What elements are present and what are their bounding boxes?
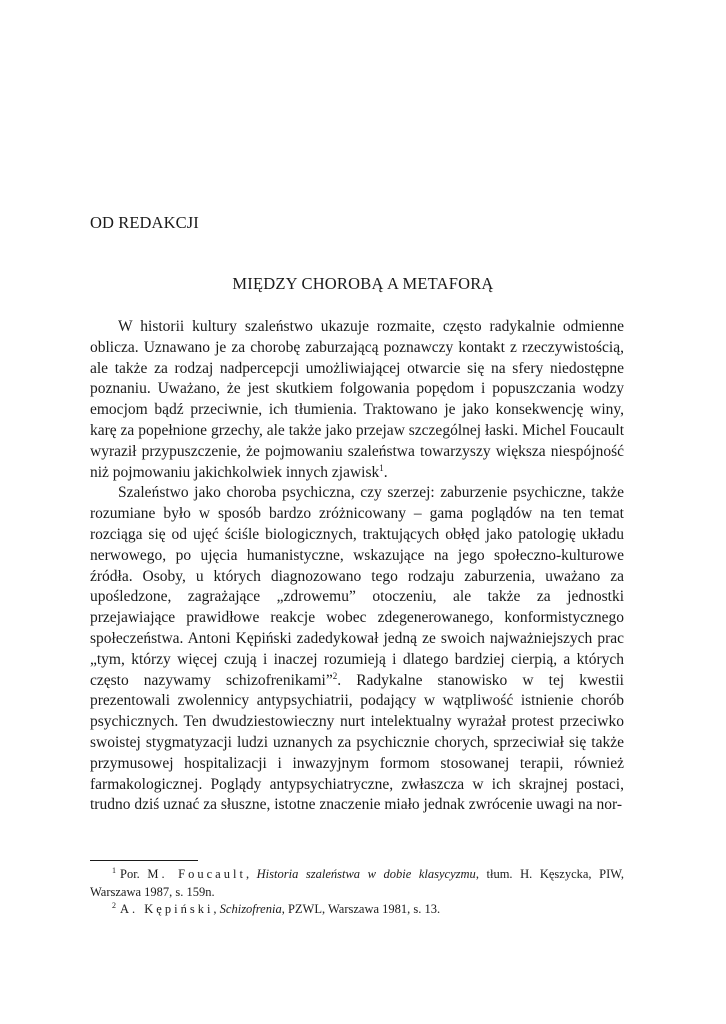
footnote-2-number: 2 — [112, 901, 116, 910]
footnote-1-sep: , — [245, 867, 257, 881]
footnote-2-work: Schizofrenia — [219, 902, 282, 916]
footnote-ref-1: 1 — [379, 462, 384, 473]
footnote-2-rest: , PZWL, Warszawa 1981, s. 13. — [281, 902, 441, 916]
paragraph-1 — [90, 317, 624, 483]
body-text — [90, 317, 624, 816]
footnote-divider — [90, 860, 198, 861]
footnote-2-sep: , — [213, 902, 220, 916]
footnote-ref-2: 2 — [332, 670, 338, 681]
footnotes — [90, 866, 624, 919]
footnote-2 — [90, 901, 624, 919]
paragraph-2-end: . Radykalne stanowisko w tej kwestii prezentowali zwolennicy antypsychiatrii, podający w wątpliwość istnienie chorób psychicznych. Ten dwudziestowieczny nurt intelektualny wyrażał protest przeciwko swoistej stygmatyzacji ludzi uznanych za psychicznie chorych, sprzeciwiał się także przymusowej hospitalizacji i inwazyjnym formom stosowanej terapii, również farmakologicznej. Poglądy antypsychiatryczne, zwłaszcza w ich skrajnej postaci, trudno dziś uznać za słuszne, istotne znaczenie miało jednak zwrócenie uwagi na nor- — [90, 671, 624, 814]
footnote-1-work: Historia szaleństwa w dobie klasycyzmu — [256, 867, 476, 881]
footnote-1-number: 1 — [112, 866, 116, 875]
article-title: MIĘDZY CHOROBĄ A METAFORĄ — [232, 274, 494, 293]
paragraph-2 — [90, 483, 624, 816]
paragraph-1-text: W historii kultury szaleństwo ukazuje rozmaite, często radykalnie odmienne oblicza. Uznawano je za chorobę zaburzającą poznawczy kontakt z rzeczywistością, ale także za rodzaj nadpercepcji umożliwiającej otwarcie się na sfery niedostępne poznaniu. Uważano, że jest skutkiem folgowania popędom i popuszczania wodzy emocjom bądź przeciwnie, ich tłumienia. Traktowano je jako konsekwencję winy, karę za popełnione grzechy, ale także jako przejaw szczególnej łaski. Michel Foucault wyraził przypuszczenie, że pojmowaniu szaleństwa towarzyszy większa niespójność niż pojmowaniu jakichkolwiek innych zjawisk — [90, 318, 624, 481]
paragraph-1-end: . — [383, 463, 388, 481]
footnote-1-rest: , tłum. H. Kęszycka, PIW, Warszawa 1987, s. 159n. — [90, 867, 625, 899]
section-label: OD REDAKCJI — [90, 213, 199, 232]
footnote-1-prefix: Por. — [120, 867, 148, 881]
paragraph-2-text: Szaleństwo jako choroba psychiczna, czy szerzej: zaburzenie psychiczne, także rozumiane było w sposób bardzo zróżnicowany – gama poglądów na ten temat rozciąga się od ujęć ściśle biologicznych, traktujących obłęd jako patologię układu nerwowego, po ujęcia humanistyczne, wskazujące na jego społeczno-kulturowe źródła. Osoby, u których diagnozowano tego rodzaju zaburzenia, uważano za upośledzone, zagrażające „zdrowemu” otoczeniu, ale także za jednostki przejawiające prawidłowe reakcje wobec zdegenerowanego, konformistycznego społeczeństwa. Antoni Kępiński zadedykował jedną ze swoich najważniejszych prac „tym, którzy więcej czują i inaczej rozumieją i dlatego bardziej cierpią, a których często nazywamy schizofrenikami” — [90, 484, 624, 689]
footnote-1-author: M. Foucault — [147, 867, 246, 881]
footnote-2-author: A. Kępiński — [120, 902, 214, 916]
footnote-1 — [90, 866, 624, 901]
